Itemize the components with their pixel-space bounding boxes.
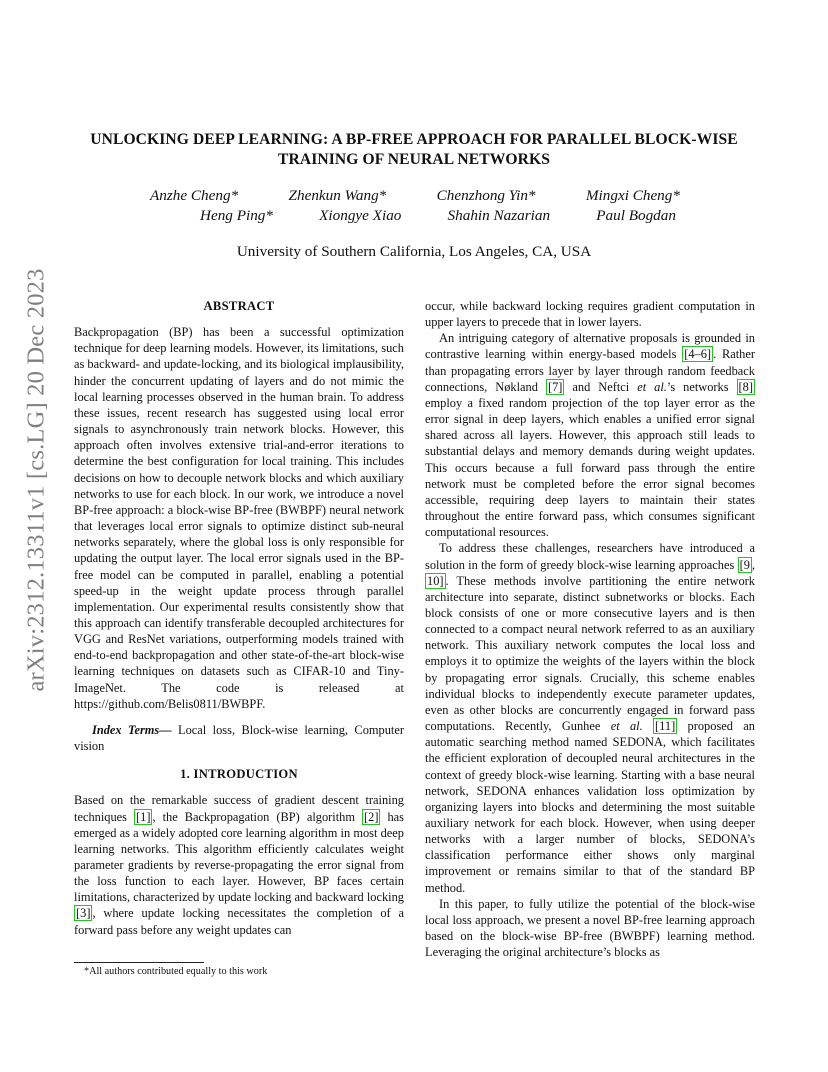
intro-paragraph-3 <box>425 540 755 895</box>
intro-paragraph-1-continued: occur, while backward locking requires gradient computation in upper layers to precede that in lower layers. <box>425 299 755 330</box>
text-run <box>643 719 653 733</box>
author-name: Xiongye Xiao <box>319 207 402 224</box>
author-name: Anzhe Cheng* <box>150 187 239 204</box>
arxiv-id-text: arXiv:2312.13311v1 [cs.LG] 20 Dec 2023 <box>23 267 51 692</box>
citation-link[interactable]: [7] <box>547 379 563 394</box>
text-run: employ a fixed random projection of the top layer error as the error signal in deep layers, which enables a unified error signal shared across all layers. However, this approach still leads to substantial delays and memory demands during weight updates. This occurs because a full forward pass through the entire network must be completed before the error signal becomes accessible, requiring deep layers to maintain their states throughout the entire forward pass, which consumes significant computational resources. <box>425 395 755 540</box>
text-run: , <box>751 557 755 572</box>
arxiv-identifier-stamp <box>22 267 52 692</box>
author-row-1 <box>150 186 680 206</box>
citation-link[interactable]: [1] <box>136 809 151 824</box>
text-run: and Neftci <box>564 379 638 394</box>
author-row-2 <box>150 206 680 226</box>
left-column <box>74 298 404 938</box>
citation-link[interactable]: 10] <box>427 573 444 588</box>
text-run: . Rather than propagating errors layer by layer through random feedback connections, Nøkland <box>425 347 755 394</box>
citation-link[interactable]: [2] <box>364 809 379 824</box>
text-run: , where update locking necessitates the completion of a forward pass before any weight updates can <box>74 906 404 937</box>
abstract-heading: ABSTRACT <box>203 299 275 313</box>
author-name: Mingxi Cheng* <box>585 187 680 204</box>
author-name: Zhenkun Wang* <box>288 187 387 204</box>
index-terms-label: Index Terms— <box>92 722 172 737</box>
text-run: An intriguing category of alternative proposals is grounded in contrastive learning within energy-based models <box>425 331 755 362</box>
citation-link[interactable]: [9 <box>739 557 750 572</box>
author-block <box>150 186 680 226</box>
text-run: proposed an automatic searching method named SEDONA, which facilitates the efficient exploration of decoupled neural architectures in the context of greedy block-wise learning. Starting with a base neural network, SEDONA enhances validation loss optimization by organizing layers into blocks and determining the most suitable auxiliary network for each block. However, when using deeper networks with a larger number of blocks, SEDONA’s classification performance either shows only marginal improvement or remains similar to that of the standard BP method. <box>425 719 755 895</box>
author-name: Heng Ping* <box>200 207 273 224</box>
et-al: et al. <box>637 379 667 394</box>
intro-paragraph-4: In this paper, to fully utilize the potential of the block-wise local loss approach, we present a novel BP-free learning approach based on the block-wise BP-free (BWBPF) learning method. Leveraging the original architecture’s blocks as <box>425 896 755 960</box>
footnote-divider <box>74 962 204 963</box>
citation-link[interactable]: [3] <box>76 906 91 921</box>
et-al: et al. <box>610 719 643 734</box>
index-terms <box>74 722 404 754</box>
intro-paragraph-1 <box>74 792 404 937</box>
citation-link[interactable]: [4–6] <box>684 347 712 362</box>
author-name: Shahin Nazarian <box>447 207 551 224</box>
text-run: To address these challenges, researchers have introduced a solution in the form of greedy block-wise learning approaches <box>425 541 755 572</box>
affiliation: University of Southern California, Los Angeles, CA, USA <box>236 243 592 260</box>
text-run: has emerged as a widely adopted core learning algorithm in most deep learning networks. This algorithm efficiently calculates weight parameter gradients by reverse-propagating the error signal from the loss function to each layer. However, BP faces certain limitations, characterized by update locking and backward locking <box>74 809 405 905</box>
right-column <box>425 298 755 960</box>
footnote: *All authors contributed equally to this work <box>84 966 268 977</box>
text-run: Based on the remarkable success of gradient descent training techniques <box>74 793 404 824</box>
text-run: ’s networks <box>666 379 737 394</box>
paper-title: UNLOCKING DEEP LEARNING: A BP-FREE APPROACH FOR PARALLEL BLOCK-WISE TRAINING OF NEURAL NETWORKS <box>90 131 738 168</box>
introduction-heading: 1. INTRODUCTION <box>180 767 298 782</box>
text-run: . These methods involve partitioning the entire network architecture into separate, distinct subnetworks or blocks. Each block consists of one or more consecutive layers and is then connected to a compact neural network referred to as an auxiliary network. This auxiliary network computes the local loss and employs it to optimize the weights of the layers within the block by propagating error signals. Crucially, this scheme enables individual blocks to independently execute parameter updates, even as other blocks are concurrently engaged in forward pass computations. Recently, Gunhee <box>425 573 755 734</box>
abstract-text: Backpropagation (BP) has been a successful optimization technique for deep learning models. However, its limitations, such as backward- and update-locking, and its biological implausibility, hinder the concurrent updating of layers and do not mimic the local learning processes observed in the human brain. To address these issues, recent research has suggested using local error signals to asynchronously train network blocks. However, this approach often involves extensive trial-and-error iterations to determine the best configuration for local training. This includes decisions on how to decouple network blocks and which auxiliary networks to use for each block. In our work, we introduce a novel BP-free approach: a block-wise BP-free (BWBPF) neural network that leverages local error signals to optimize distinct sub-neural networks separately, where the global loss is only responsible for updating the output layer. The local error signals used in the BP-free model can be computed in parallel, enabling a potential speed-up in the weight update process through parallel implementation. Our experimental results consistently show that this approach can identify transferable decoupled architectures for VGG and ResNet variations, outperforming models trained with end-to-end backpropagation and other state-of-the-art block-wise learning techniques on datasets such as CIFAR-10 and Tiny-ImageNet. The code is released at https://github.com/Belis0811/BWBPF. <box>74 325 404 711</box>
text-run: , the Backpropagation (BP) algorithm <box>152 809 363 824</box>
author-name: Paul Bogdan <box>596 207 676 224</box>
citation-link[interactable]: [8] <box>738 379 753 394</box>
citation-link[interactable]: [11] <box>655 719 676 734</box>
author-name: Chenzhong Yin* <box>436 187 536 204</box>
index-terms-text: Local loss, Block-wise learning, Computer vision <box>74 722 404 754</box>
intro-paragraph-2 <box>425 330 755 540</box>
